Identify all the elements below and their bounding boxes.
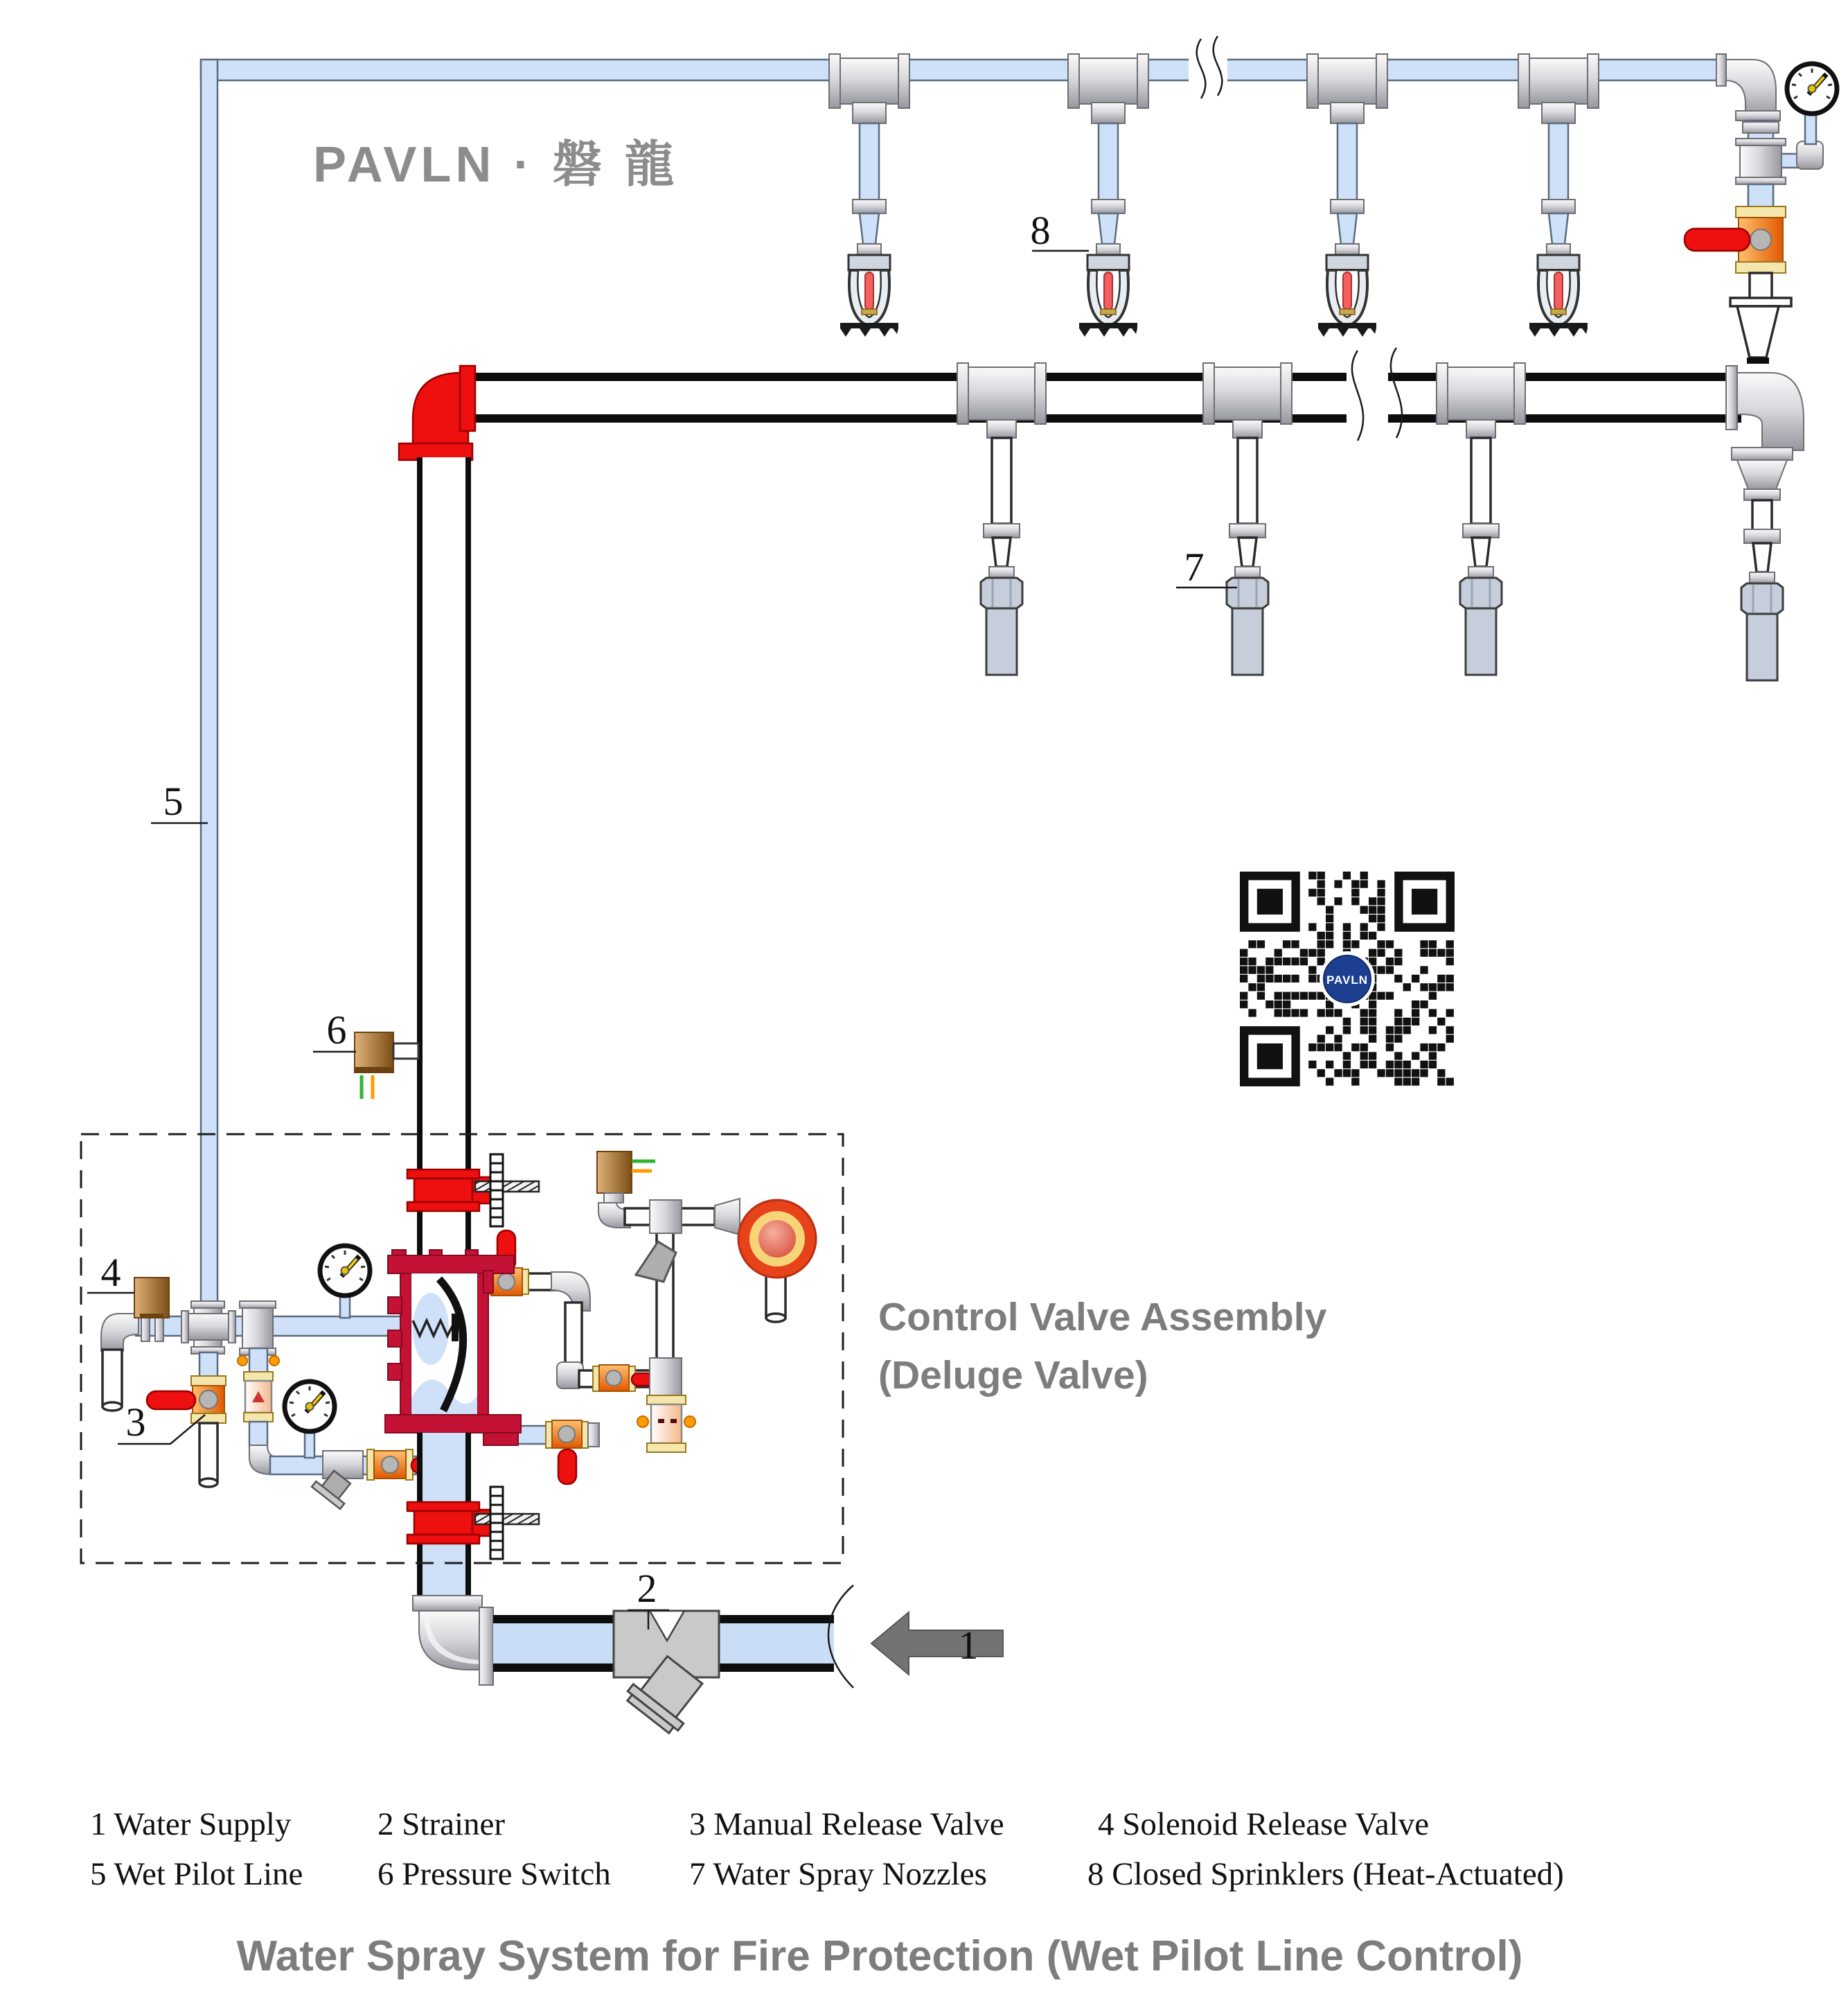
qr-logo-text: PAVLN: [1326, 973, 1369, 987]
pilot-end-test-assembly: [1685, 54, 1837, 364]
sprinkler: [1068, 54, 1148, 337]
legend-item: 6 Pressure Switch: [377, 1856, 611, 1892]
closed-sprinklers: [829, 54, 1599, 337]
assembly-label-line1: Control Valve Assembly: [878, 1295, 1327, 1339]
legend-item: 2 Strainer: [377, 1806, 506, 1842]
spray-nozzle: [1203, 363, 1292, 675]
callout-6: 6: [326, 1007, 347, 1052]
brand-logo: PAVLN · 磐 龍: [313, 137, 679, 193]
sprinkler: [1518, 54, 1599, 337]
pressure-gauge: [1787, 64, 1837, 114]
assembly-label-line2: (Deluge Valve): [878, 1353, 1148, 1397]
legend-item: 8 Closed Sprinklers (Heat-Actuated): [1087, 1856, 1564, 1892]
legend-item: 3 Manual Release Valve: [689, 1806, 1004, 1842]
spray-branch-pipe: [399, 348, 1804, 680]
legend-item: 4 Solenoid Release Valve: [1098, 1806, 1430, 1842]
qr-code: [1234, 866, 1460, 1092]
callout-7: 7: [1184, 545, 1205, 590]
legend-item: 1 Water Supply: [90, 1806, 292, 1842]
solenoid-release-valve: [134, 1278, 169, 1318]
legend-item: 5 Wet Pilot Line: [90, 1856, 303, 1892]
callout-2: 2: [637, 1566, 657, 1611]
drain-strainer: [323, 1451, 363, 1479]
sprinkler: [829, 54, 909, 337]
supply-inlet: [413, 1585, 1003, 1736]
trim-valve-handle: [558, 1449, 576, 1484]
water-spray-nozzles: [957, 363, 1525, 675]
sprinkler: [1307, 54, 1387, 337]
pressure-gauge: [285, 1382, 335, 1431]
test-valve-handle: [1685, 229, 1750, 251]
pressure-gauge: [320, 1246, 370, 1296]
spray-nozzle: [1741, 529, 1783, 680]
spray-nozzle: [957, 363, 1046, 675]
pressure-switch: [355, 1032, 418, 1099]
alarm-trim: [485, 1151, 816, 1484]
spray-nozzle: [1437, 363, 1525, 675]
dry-riser: [417, 457, 471, 1255]
diagram-title: Water Spray System for Fire Protection (Wet Pilot Line Control): [236, 1932, 1523, 1980]
callout-5: 5: [163, 779, 184, 824]
legend-item: 7 Water Spray Nozzles: [689, 1856, 987, 1892]
callout-8: 8: [1030, 208, 1051, 253]
callout-1: 1: [958, 1623, 979, 1668]
legend: [90, 1806, 1564, 1892]
flow-arrow: [871, 1612, 1003, 1675]
callout-3: 3: [125, 1400, 146, 1445]
manual-release-handle: [147, 1391, 195, 1409]
callout-4: 4: [100, 1250, 121, 1295]
